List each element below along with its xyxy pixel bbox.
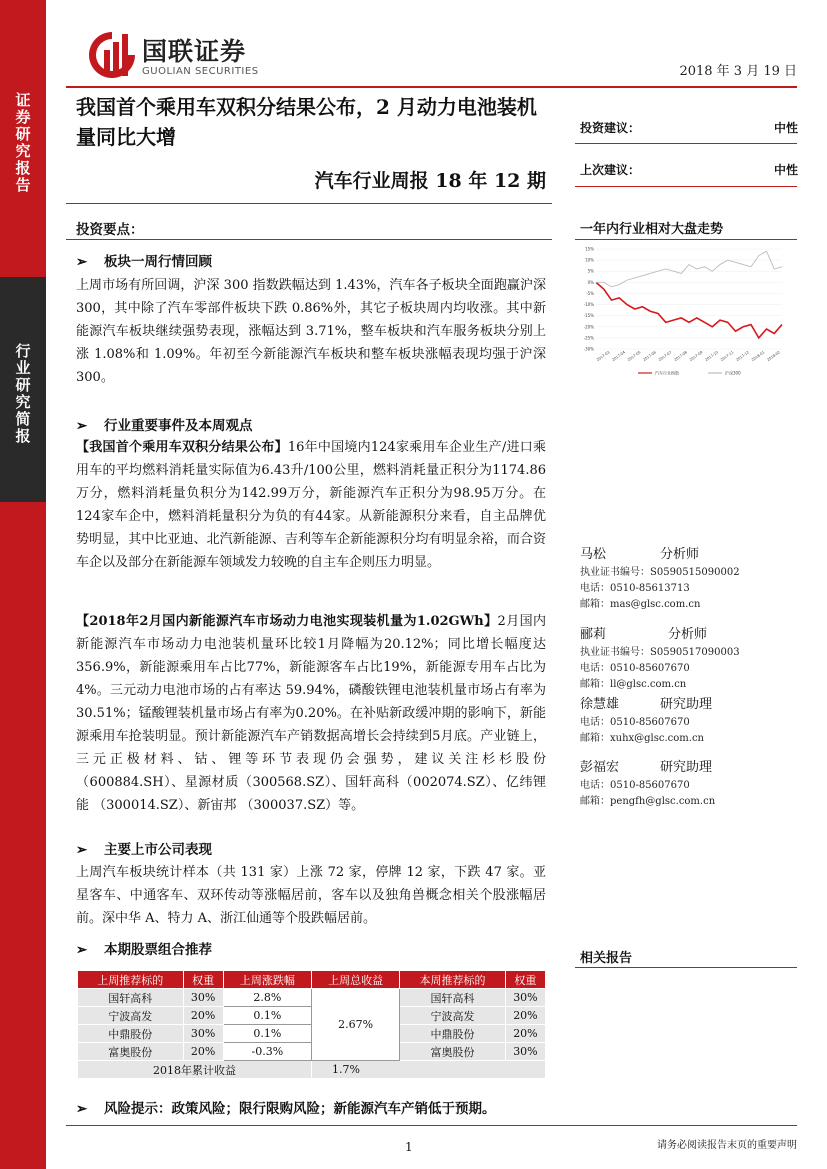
sidebar-red-lower — [0, 502, 46, 1169]
logo-text-cn: 国联证券 — [142, 37, 247, 66]
chart-x-tick-label: 2017-11 — [719, 350, 735, 363]
logo-mark-icon — [84, 30, 140, 80]
chart-x-tick-label: 2017-10 — [704, 350, 719, 363]
analyst-card — [580, 545, 795, 613]
rating-prev-label: 上次建议： — [580, 163, 641, 177]
analyst-role: 分析师 — [668, 627, 708, 642]
table-cell: 0.1% — [223, 1025, 311, 1043]
chart-y-tick-label: 0% — [587, 279, 594, 285]
table-cell: 30% — [183, 989, 223, 1007]
analyst-name-row — [580, 545, 795, 565]
table-cell: 0.1% — [223, 1007, 311, 1025]
ytd-value: 1.7% — [311, 1061, 545, 1079]
total-return-cell: 2.67% — [311, 989, 399, 1061]
analyst-email[interactable]: 邮箱：pengfh@glsc.com.cn — [580, 796, 716, 807]
sidebar-mid-label: 行业研究简报 — [15, 342, 31, 445]
analyst-email[interactable]: 邮箱：xuhx@glsc.com.cn — [580, 733, 704, 744]
analyst-cert: 执业证书编号：S0590515090002 — [580, 567, 740, 578]
summary-heading: 投资要点： — [76, 222, 144, 238]
chart-x-tick-label: 2017-03 — [595, 350, 611, 363]
para-1-lead: 【我国首个乘用车双积分结果公布】 — [76, 440, 288, 455]
chart-x-tick-label: 2017-04 — [611, 350, 626, 363]
analyst-email[interactable]: 邮箱：mas@glsc.com.cn — [580, 599, 701, 610]
table-header: 上周推荐标的 — [78, 971, 184, 989]
para-1-text: 16年中国境内124家乘用车企业生产/进口乘用车的平均燃料消耗量实际值为6.43升/100公里，燃料消耗量正积分为1174.86万分，燃料消耗量负积分为142.99万分，新能源汽车正积分为98.95万分。在124家车企中，燃料消耗量积分为负的有44家。从新能源积分来看，自主品牌优势明显，其中比亚迪、北汽新能源、吉利等车企新能源积分均有明显余裕，而合资车企以及部分在新能源车领域发力较晚的自主车企则压力明显。 — [76, 440, 546, 570]
arrow-icon: ➢ — [76, 842, 88, 858]
footer-disclaimer: 请务必阅读报告末页的重要声明 — [657, 1140, 797, 1151]
section-2-para-1 — [76, 436, 546, 574]
related-reports-title: 相关报告 — [580, 951, 633, 966]
chart-legend — [638, 370, 741, 376]
table-header: 权重 — [505, 971, 545, 989]
analyst-name-row — [580, 758, 795, 778]
header-divider — [66, 86, 797, 88]
analyst-role: 分析师 — [660, 547, 700, 562]
risk-label: 风险提示： — [104, 1101, 172, 1117]
chart-x-tick-label: 2018-01 — [750, 350, 766, 363]
chart-x-tick-label: 2017-06 — [642, 350, 657, 363]
analyst-name-row — [580, 625, 795, 645]
analyst-card — [580, 758, 795, 810]
table-cell: 中鼎股份 — [78, 1025, 184, 1043]
report-title: 我国首个乘用车双积分结果公布，2 月动力电池装机量同比大增 — [76, 95, 537, 149]
table-cell: 30% — [505, 989, 545, 1007]
chart-x-tick-label: 2017-12 — [735, 350, 750, 363]
chart-y-ticks — [584, 247, 595, 352]
report-subtitle: 汽车行业周报 18 年 12 期 — [314, 170, 546, 192]
chart-y-tick-label: -15% — [583, 313, 594, 319]
chart-legend-label: 沪深300 — [725, 370, 741, 376]
chart-y-tick-label: 5% — [587, 268, 594, 274]
page-number: 1 — [405, 1140, 413, 1154]
table-row — [78, 989, 546, 1007]
table-cell: 国轩高科 — [78, 989, 184, 1007]
analyst-email[interactable]: 邮箱：ll@glsc.com.cn — [580, 679, 687, 690]
chart-series — [596, 251, 782, 338]
section-3-title: 主要上市公司表现 — [104, 842, 212, 858]
chart-x-tick-label: 2017-07 — [657, 350, 673, 363]
table-cell: 30% — [505, 1043, 545, 1061]
chart-y-tick-label: -5% — [586, 290, 594, 296]
logo-text-en: GUOLIAN SECURITIES — [142, 66, 259, 77]
chart-x-tick-label: 2018-02 — [766, 350, 781, 363]
analyst-role: 研究助理 — [660, 697, 713, 712]
section-1-title: 板块一周行情回顾 — [104, 254, 212, 270]
rating-divider-2 — [575, 186, 797, 187]
table-cell: 中鼎股份 — [400, 1025, 506, 1043]
portfolio-table — [77, 970, 546, 1079]
summary-divider — [66, 239, 552, 240]
section-2-title: 行业重要事件及本周观点 — [104, 418, 253, 434]
analyst-name-row — [580, 695, 795, 715]
analyst-name: 彭福宏 — [580, 760, 620, 775]
table-cell: 30% — [183, 1025, 223, 1043]
analyst-cert: 执业证书编号：S0590517090003 — [580, 647, 740, 658]
arrow-icon: ➢ — [76, 418, 88, 434]
analyst-phone: 电话：0510-85607670 — [580, 663, 690, 674]
arrow-icon: ➢ — [76, 942, 88, 958]
chart-y-tick-label: -20% — [583, 324, 594, 330]
table-cell: 2.8% — [223, 989, 311, 1007]
chart-x-ticks — [596, 350, 781, 362]
chart-title-divider — [575, 239, 797, 240]
chart-title: 一年内行业相对大盘走势 — [580, 222, 724, 237]
analyst-role: 研究助理 — [660, 760, 713, 775]
table-header: 本周推荐标的 — [400, 971, 506, 989]
chart-series-line — [596, 251, 782, 287]
title-divider — [66, 203, 552, 204]
chart-x-tick-label: 2017-09 — [688, 350, 704, 363]
para-2-text: 2月国内新能源汽车市场动力电池装机量环比较1月降幅为20.12%；同比增长幅度达356.9%，新能源乘用车占比77%，新能源客车占比19%，新能源专用车占比为4%。三元动力电池市场的占有率达 59.94%，磷酸铁锂电池装机量市场占有率为30.51%；锰酸锂装机量市场占有率为0.20%。在补贴新政缓冲期的影响下，新能源乘用车抢装明显。预计新能源汽车产销数据高增长会持续到5月底。产业链上，三元正极材料、钴、锂等环节表现仍会强势，建议关注杉杉股份（600884.SH）、星源材质（300568.SZ）、国轩高科（002074.SZ）、亿纬锂能 （300014.SZ）、新宙邦 （300037.SZ）等。 — [76, 614, 546, 813]
table-cell: 国轩高科 — [400, 989, 506, 1007]
para-2-lead: 【2018年2月国内新能源汽车市场动力电池实现装机量为1.02GWh】 — [76, 614, 498, 629]
chart-grid — [596, 249, 782, 349]
company-logo — [84, 30, 304, 80]
arrow-icon: ➢ — [76, 1101, 88, 1117]
table-cell: 富奥股份 — [400, 1043, 506, 1061]
rating-prev-value: 中性 — [773, 163, 798, 177]
trend-chart — [578, 245, 786, 385]
rating-current-label: 投资建议： — [580, 121, 641, 135]
section-4-heading — [76, 938, 212, 958]
analyst-phone: 电话：0510-85607670 — [580, 717, 690, 728]
rating-current-value: 中性 — [773, 121, 798, 135]
section-3-heading — [76, 838, 212, 858]
risk-note — [76, 1097, 496, 1117]
chart-series-line — [596, 282, 782, 338]
section-2-para-2 — [76, 610, 546, 817]
section-1-heading — [76, 250, 212, 270]
analyst-card — [580, 625, 795, 693]
table-header: 上周涨跌幅 — [223, 971, 311, 989]
table-cell: 20% — [183, 1043, 223, 1061]
analyst-phone: 电话：0510-85607670 — [580, 780, 690, 791]
table-cell: 宁波高发 — [400, 1007, 506, 1025]
ytd-label: 2018年累计收益 — [78, 1061, 312, 1079]
table-cell: 20% — [183, 1007, 223, 1025]
section-4-title: 本期股票组合推荐 — [104, 942, 212, 958]
table-cell: -0.3% — [223, 1043, 311, 1061]
report-date: 2018 年 3 月 19 日 — [679, 64, 797, 79]
chart-legend-label: 汽车行业指数 — [655, 370, 679, 376]
section-3-body: 上周汽车板块统计样本（共 131 家）上涨 72 家，停牌 12 家，下跌 47 家。亚星客车、中通客车、双环传动等涨幅居前，客车以及独角兽概念相关个股涨幅居前。深中华 A、特力 A、浙江仙通等个股跌幅居前。 — [76, 865, 546, 926]
analyst-phone: 电话：0510-85613713 — [580, 583, 690, 594]
table-header: 权重 — [183, 971, 223, 989]
analyst-name: 徐慧雄 — [580, 697, 620, 712]
analyst-name: 马松 — [580, 547, 607, 562]
footer-divider — [66, 1125, 797, 1126]
related-divider — [575, 967, 797, 968]
table-cell: 20% — [505, 1007, 545, 1025]
chart-y-tick-label: 15% — [585, 246, 594, 252]
chart-y-tick-label: 10% — [585, 257, 594, 263]
analyst-card — [580, 695, 795, 747]
rating-divider — [575, 143, 797, 144]
arrow-icon: ➢ — [76, 254, 88, 270]
table-cell: 宁波高发 — [78, 1007, 184, 1025]
chart-y-tick-label: -30% — [583, 346, 594, 352]
chart-x-tick-label: 2017-08 — [673, 350, 688, 363]
table-cell: 20% — [505, 1025, 545, 1043]
table-cell: 富奥股份 — [78, 1043, 184, 1061]
risk-text: 政策风险；限行限购风险；新能源汽车产销低于预期。 — [171, 1101, 496, 1117]
analyst-name: 郦莉 — [580, 627, 607, 642]
table-header-row — [78, 971, 546, 989]
section-2-heading — [76, 414, 253, 434]
table-header: 上周总收益 — [311, 971, 399, 989]
table-total-row — [78, 1061, 546, 1079]
chart-y-tick-label: -10% — [583, 302, 594, 308]
chart-y-tick-label: -25% — [583, 335, 594, 341]
chart-x-tick-label: 2017-05 — [626, 350, 642, 363]
section-1-body: 上周市场有所回调，沪深 300 指数跌幅达到 1.43%，汽车各子板块全面跑赢沪深 300，其中除了汽车零部件板块下跌 0.86%外，其它子板块周内均收涨。其中新能源汽车板块继续强势表现，涨幅达到 3.71%，整车板块和汽车服务板块分别上涨 1.08%和 1.09%。年初至今新能源汽车板块和整车板块涨幅表现均强于沪深 300。 — [76, 278, 546, 385]
sidebar-top-label: 证券研究报告 — [15, 91, 31, 194]
